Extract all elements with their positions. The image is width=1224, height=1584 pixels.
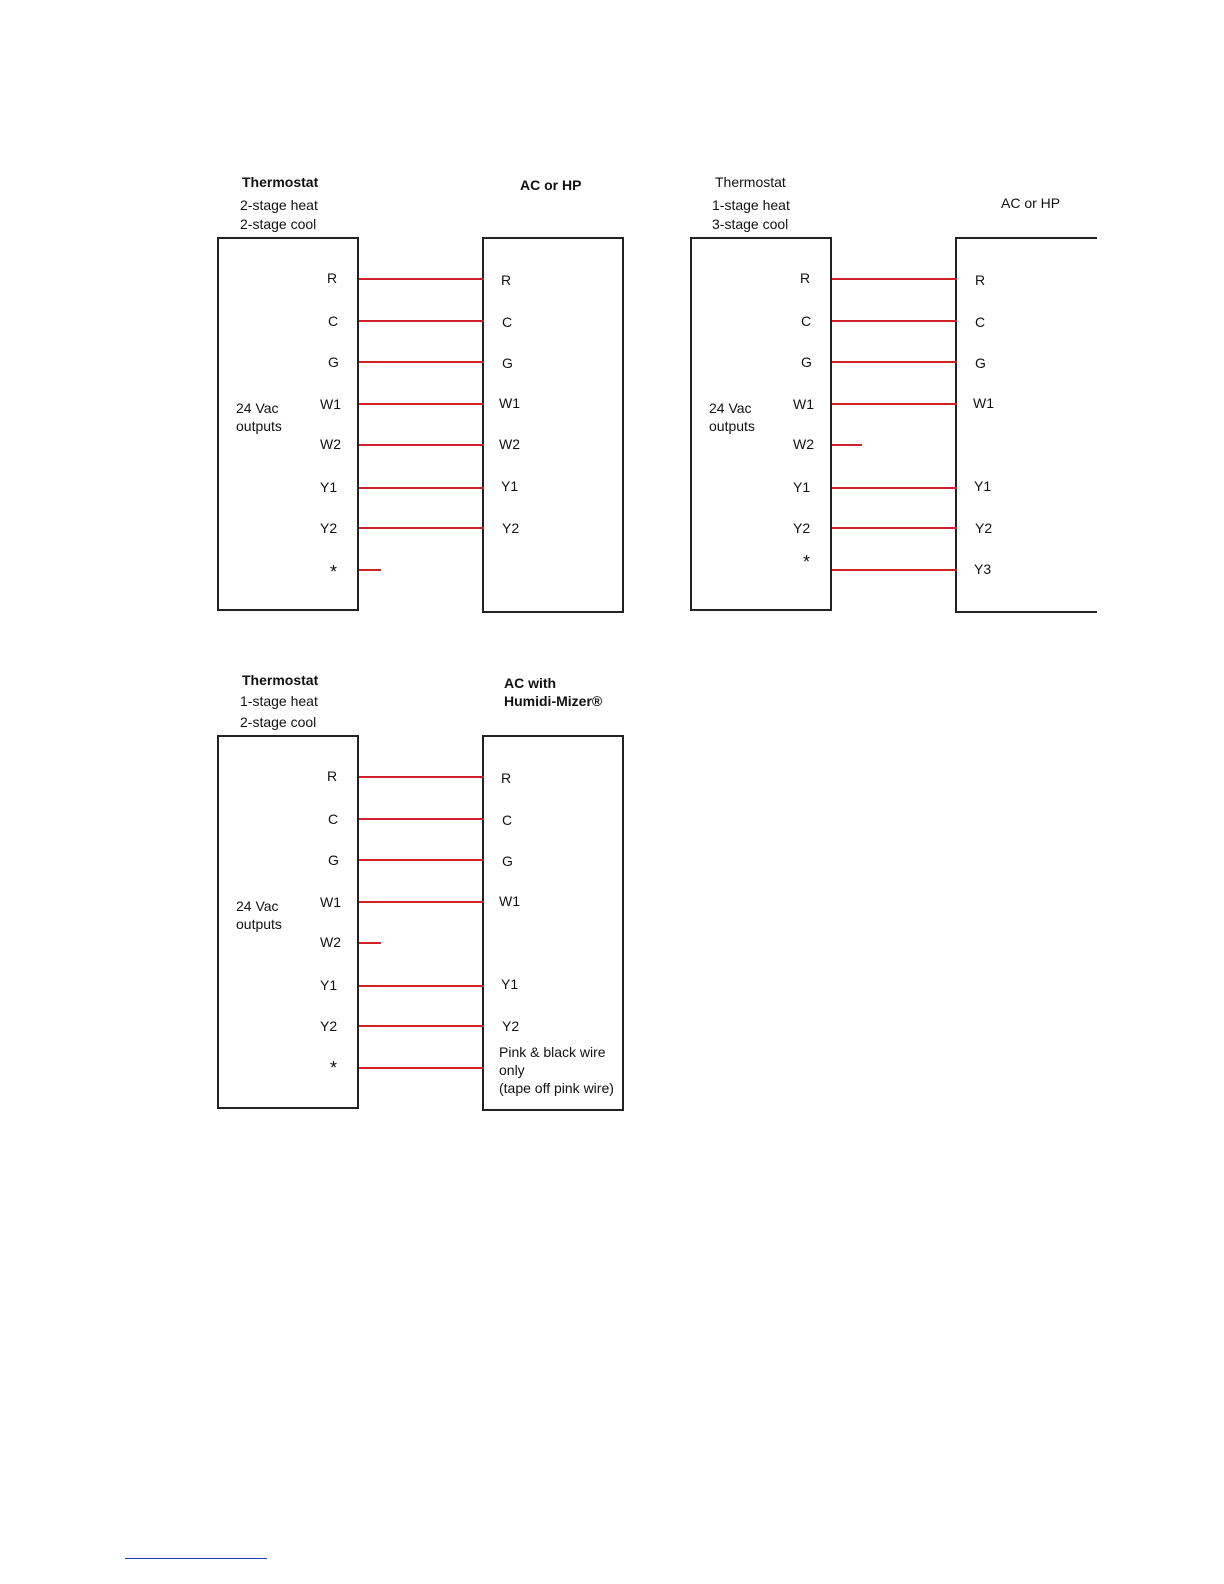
unit-title: AC or HP [1001,195,1061,211]
unit-title-line2: Humidi-Mizer® [504,693,603,709]
thermostat-title: Thermostat [242,174,319,190]
thermostat-subtitle-cool: 2-stage cool [240,216,317,232]
thermostat-subtitle-cool: 2-stage cool [240,714,317,730]
unit-terminal-y1: Y1 [501,976,519,992]
wire-c [359,818,484,820]
unit-terminal-c: C [975,314,986,330]
thermostat-terminal-r: R [327,768,338,784]
thermostat-terminal-c: C [801,313,812,329]
thermostat-terminal-g: G [328,354,339,370]
wire-r [832,278,957,280]
thermostat-terminal-aux: * [330,1058,338,1078]
outputs-label-line1: 24 Vac [709,400,752,416]
unit-box [482,237,624,613]
unit-terminal-g: G [502,355,513,371]
thermostat-terminal-y2: Y2 [320,1018,338,1034]
thermostat-subtitle-cool: 3-stage cool [712,216,789,232]
wire-w2-stub [832,444,862,446]
thermostat-terminal-c: C [328,313,339,329]
thermostat-terminal-aux: * [330,562,338,582]
wire-w1 [832,403,957,405]
wire-y2 [832,527,957,529]
outputs-label-line1: 24 Vac [236,400,279,416]
wire-y2 [359,1025,484,1027]
thermostat-terminal-w2: W2 [320,436,341,452]
unit-terminal-r: R [501,770,512,786]
unit-terminal-y2: Y2 [975,520,993,536]
wiring-note-line1: Pink & black wire [499,1044,606,1060]
outputs-label-line2: outputs [236,418,282,434]
wire-w2 [359,444,484,446]
thermostat-title: Thermostat [242,672,319,688]
thermostat-terminal-y1: Y1 [320,479,338,495]
unit-terminal-r: R [975,272,986,288]
wire-r [359,278,484,280]
unit-terminal-y1: Y1 [974,478,992,494]
wire-g [359,859,484,861]
unit-terminal-g: G [502,853,513,869]
unit-terminal-w1: W1 [973,395,994,411]
outputs-label-line1: 24 Vac [236,898,279,914]
thermostat-terminal-c: C [328,811,339,827]
unit-terminal-c: C [502,812,513,828]
thermostat-terminal-y1: Y1 [320,977,338,993]
thermostat-terminal-y1: Y1 [793,479,811,495]
wire-c [359,320,484,322]
thermostat-terminal-r: R [800,270,811,286]
wire-w2-stub [359,942,381,944]
thermostat-subtitle-heat: 1-stage heat [712,197,790,213]
unit-terminal-y2: Y2 [502,1018,520,1034]
thermostat-terminal-w1: W1 [793,396,814,412]
thermostat-terminal-g: G [801,354,812,370]
unit-title: AC or HP [520,177,582,193]
unit-terminal-w1: W1 [499,395,520,411]
unit-terminal-w1: W1 [499,893,520,909]
thermostat-subtitle-heat: 2-stage heat [240,197,318,213]
wire-w1 [359,403,484,405]
wire-aux-stub [359,569,381,571]
thermostat-terminal-y2: Y2 [320,520,338,536]
unit-title-line1: AC with [504,675,557,691]
wire-y1 [359,487,484,489]
wire-w1 [359,901,484,903]
unit-terminal-r: R [501,272,512,288]
thermostat-terminal-g: G [328,852,339,868]
unit-terminal-y3: Y3 [974,561,992,577]
wire-y2 [359,527,484,529]
outputs-label-line2: outputs [709,418,755,434]
wire-y1 [359,985,484,987]
footnote-rule [125,1558,267,1559]
wire-aux [359,1067,484,1069]
unit-box [955,237,1097,613]
thermostat-terminal-w1: W1 [320,894,341,910]
thermostat-terminal-aux: * [803,552,811,572]
unit-terminal-g: G [975,355,986,371]
unit-terminal-y1: Y1 [501,478,519,494]
wiring-note-line3: (tape off pink wire) [499,1080,614,1096]
thermostat-terminal-w2: W2 [320,934,341,950]
wire-g [832,361,957,363]
wire-r [359,776,484,778]
thermostat-terminal-w1: W1 [320,396,341,412]
thermostat-title: Thermostat [715,174,786,190]
wire-aux-y3 [832,569,957,571]
outputs-label-line2: outputs [236,916,282,932]
wiring-note-line2: only [499,1062,525,1078]
thermostat-terminal-r: R [327,270,338,286]
thermostat-subtitle-heat: 1-stage heat [240,693,318,709]
thermostat-terminal-y2: Y2 [793,520,811,536]
wire-g [359,361,484,363]
thermostat-terminal-w2: W2 [793,436,814,452]
wire-c [832,320,957,322]
unit-terminal-c: C [502,314,513,330]
wire-y1 [832,487,957,489]
unit-terminal-w2: W2 [499,436,520,452]
unit-terminal-y2: Y2 [502,520,520,536]
